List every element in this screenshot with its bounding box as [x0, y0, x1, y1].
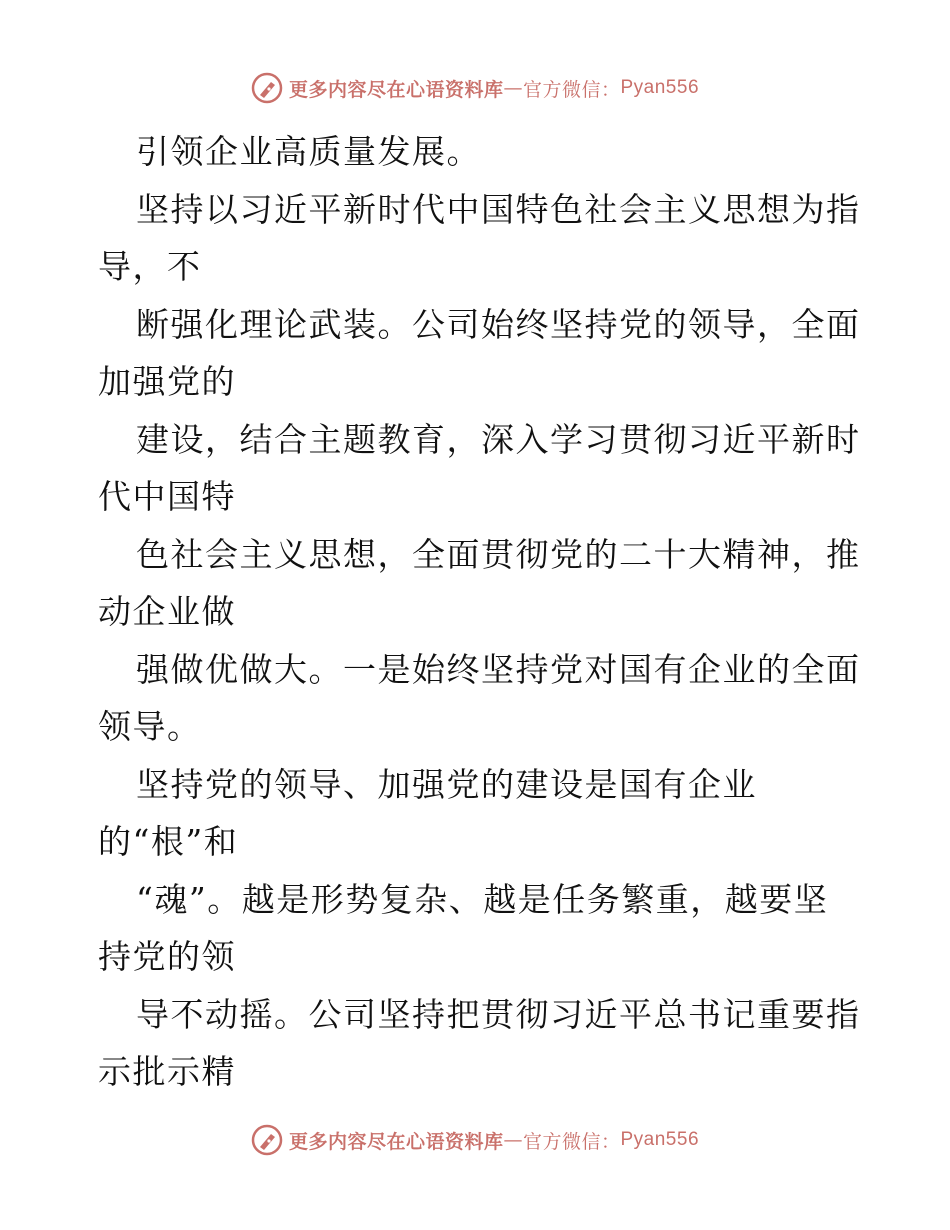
text-line: 代中国特	[98, 477, 236, 516]
text-line: 的“根”和	[98, 822, 239, 861]
text-line: “魂”。越是形势复杂、越是任务繁重，越要坚	[136, 879, 829, 919]
pen-nib-logo-icon	[251, 72, 283, 104]
watermark-wechat-id: Pyan556	[620, 1129, 700, 1150]
text-line: 示批示精	[98, 1052, 236, 1091]
watermark-contact: 官方微信：	[522, 78, 621, 101]
footer-watermark	[0, 1124, 950, 1156]
text-line: 色社会主义思想，全面贯彻党的二十大精神，推	[136, 534, 861, 574]
watermark-wechat-id: Pyan556	[620, 77, 700, 98]
text-line: 动企业做	[98, 592, 236, 631]
text-line: 坚持党的领导、加强党的建设是国有企业	[136, 764, 757, 804]
text-line: 持党的领	[98, 937, 236, 976]
watermark-brand: 更多内容尽在心语资料库	[288, 1130, 504, 1153]
text-line: 断强化理论武装。公司始终坚持党的领导，全面	[136, 304, 861, 344]
text-line: 导不动摇。公司坚持把贯彻习近平总书记重要指	[136, 994, 861, 1034]
header-watermark	[0, 72, 950, 104]
watermark-contact: 官方微信：	[522, 1130, 621, 1153]
watermark-separator: —	[503, 1129, 523, 1151]
watermark-separator: —	[503, 77, 523, 99]
pen-nib-logo-icon	[251, 1124, 283, 1156]
text-line: 引领企业高质量发展。	[136, 132, 481, 171]
text-line: 强做优做大。一是始终坚持党对国有企业的全面	[136, 649, 861, 689]
text-line: 领导。	[98, 707, 202, 746]
text-line: 建设，结合主题教育，深入学习贯彻习近平新时	[136, 419, 861, 459]
text-line: 加强党的	[98, 362, 236, 401]
watermark-brand: 更多内容尽在心语资料库	[288, 78, 504, 101]
text-line: 导，不	[98, 247, 202, 286]
text-line: 坚持以习近平新时代中国特色社会主义思想为指	[136, 189, 861, 229]
document-body	[98, 123, 861, 1101]
